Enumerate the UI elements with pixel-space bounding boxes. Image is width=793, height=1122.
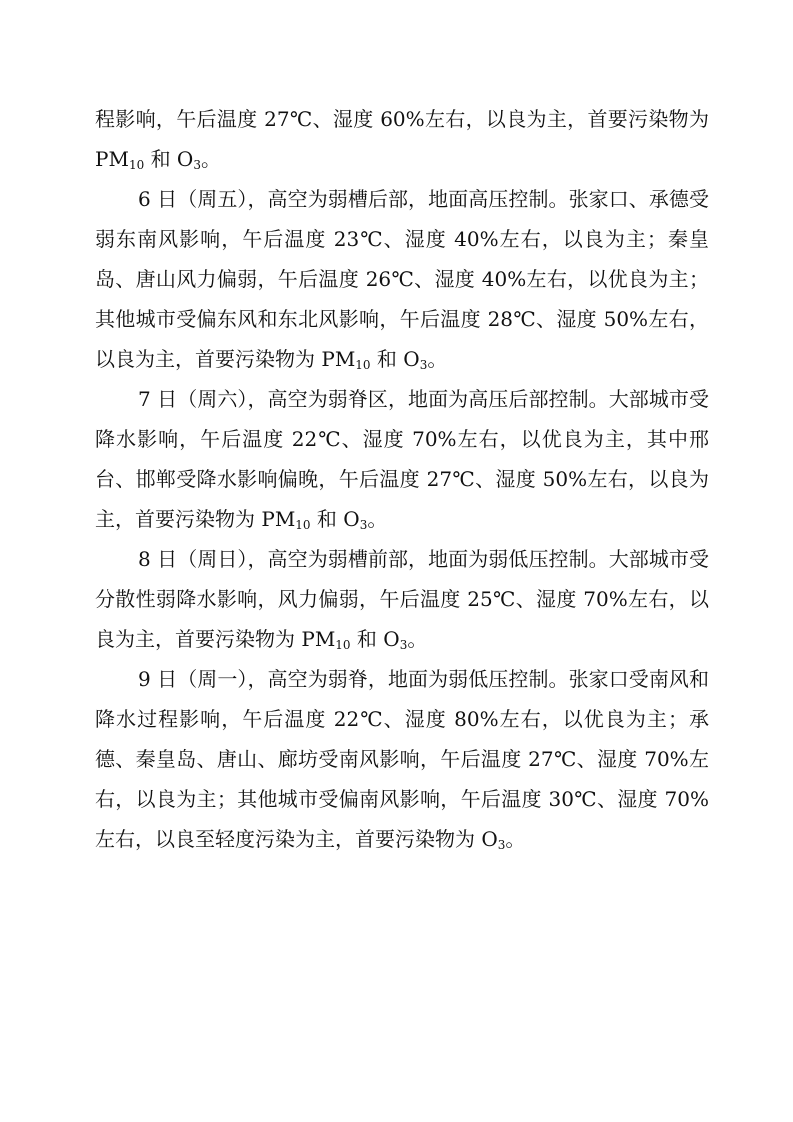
subscript-text: 3 (359, 518, 368, 532)
forecast-paragraph (95, 379, 709, 539)
paragraph-text: 。 (505, 827, 526, 851)
subscript-text: 3 (193, 158, 201, 172)
paragraph-text: 程影响，午后温度 27℃、湿度 60%左右，以良为主，首要污染物为 PM (95, 107, 709, 171)
subscript-text: 3 (497, 838, 506, 852)
forecast-paragraph (95, 659, 709, 859)
paragraph-text: 和 O (350, 627, 400, 651)
subscript-text: 10 (335, 638, 351, 652)
paragraph-text: 。 (407, 627, 428, 651)
paragraph-text: 。 (367, 507, 388, 531)
paragraph-text: 和 O (310, 507, 360, 531)
paragraph-text: 8 日（周日），高空为弱槽前部，地面为弱低压控制。大部城市受分散性弱降水影响，风力偏弱，午后温度 25℃、湿度 70%左右，以良为主，首要污染物为 PM (95, 547, 709, 651)
paragraph-text: 7 日（周六），高空为弱脊区，地面为高压后部控制。大部城市受降水影响，午后温度 22℃、湿度 70%左右，以优良为主，其中邢台、邯郸受降水影响偏晚，午后温度 27℃、湿度 50%左右，以良为主，首要污染物为 PM (95, 387, 709, 531)
forecast-paragraph (95, 179, 709, 379)
subscript-text: 10 (295, 518, 311, 532)
subscript-text: 3 (419, 358, 428, 372)
forecast-paragraph (95, 99, 709, 179)
subscript-text: 10 (355, 358, 371, 372)
paragraph-text: 。 (200, 147, 221, 171)
subscript-text: 10 (128, 158, 145, 172)
paragraph-text: 。 (427, 347, 448, 371)
paragraph-text: 和 O (144, 147, 194, 171)
subscript-text: 3 (399, 638, 408, 652)
forecast-paragraph (95, 539, 709, 659)
paragraph-text: 6 日（周五），高空为弱槽后部，地面高压控制。张家口、承德受弱东南风影响，午后温度 23℃、湿度 40%左右，以良为主；秦皇岛、唐山风力偏弱，午后温度 26℃、湿度 40%左右，以优良为主；其他城市受偏东风和东北风影响，午后温度 28℃、湿度 50%左右，以良为主，首要污染物为 PM (95, 187, 709, 371)
forecast-text-body (95, 99, 709, 859)
paragraph-text: 和 O (370, 347, 420, 371)
paragraph-text: 9 日（周一），高空为弱脊，地面为弱低压控制。张家口受南风和降水过程影响，午后温度 22℃、湿度 80%左右，以优良为主；承德、秦皇岛、唐山、廊坊受南风影响，午后温度 27℃、湿度 70%左右，以良为主；其他城市受偏南风影响，午后温度 30℃、湿度 70%左右，以良至轻度污染为主，首要污染物为 O (95, 667, 709, 851)
